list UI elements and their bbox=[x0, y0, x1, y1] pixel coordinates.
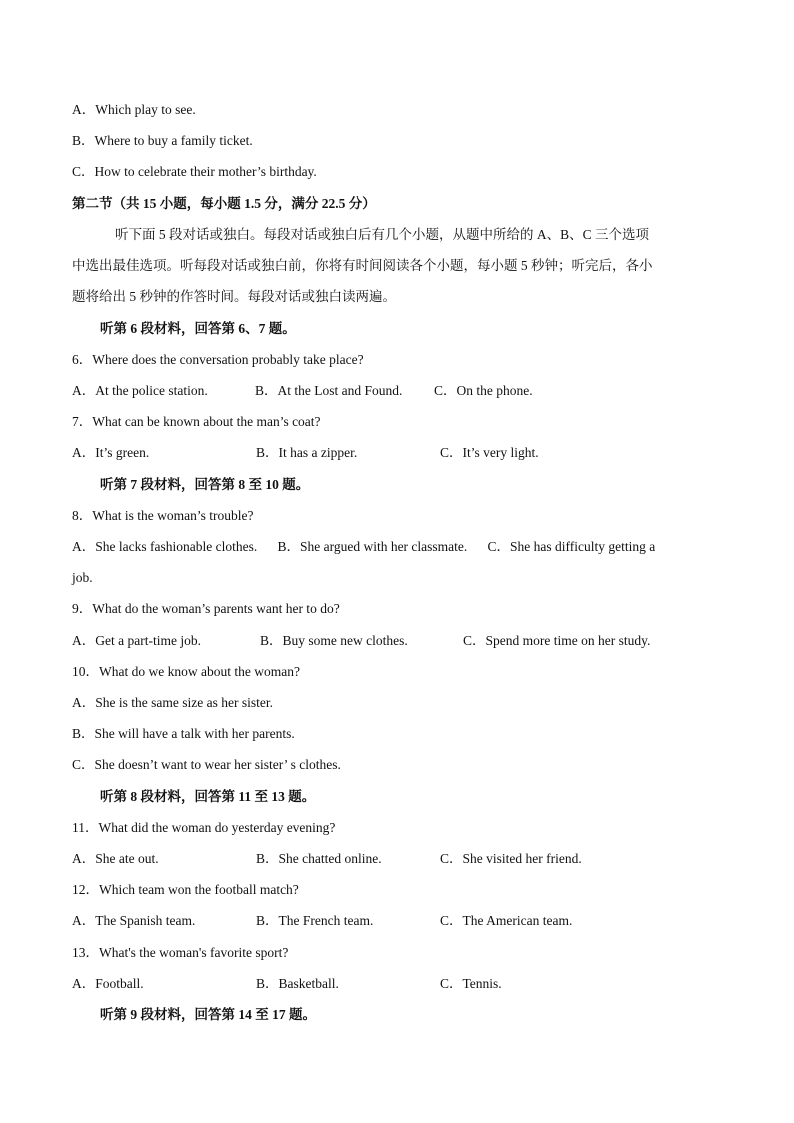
option-10-c: C．She doesn’t want to wear her sister’ s clothes. bbox=[72, 757, 341, 772]
group-heading-8-10: 听第 7 段材料，回答第 8 至 10 题。 bbox=[100, 477, 310, 492]
option-c: C．The American team. bbox=[440, 913, 573, 928]
option-c: C．Spend more time on her study. bbox=[463, 633, 651, 648]
group-heading-6-7: 听第 6 段材料，回答第 6、7 题。 bbox=[100, 321, 296, 336]
option-a: A．Football. bbox=[72, 976, 144, 991]
question-12: 12．Which team won the football match? bbox=[72, 882, 299, 897]
option-a: A．She ate out. bbox=[72, 851, 159, 866]
group-heading-11-13: 听第 8 段材料，回答第 11 至 13 题。 bbox=[100, 789, 316, 804]
option-b: B．The French team. bbox=[256, 913, 374, 928]
option-b: B．At the Lost and Found. bbox=[255, 383, 403, 398]
option-b: B．Basketball. bbox=[256, 976, 339, 991]
question-13: 13．What's the woman's favorite sport? bbox=[72, 945, 289, 960]
question-11: 11．What did the woman do yesterday evening? bbox=[72, 820, 336, 835]
prev-option-b: B．Where to buy a family ticket. bbox=[72, 133, 253, 148]
instructions-line-1: 听下面 5 段对话或独白。每段对话或独白后有几个小题，从题中所给的 A、B、C 三个选项 bbox=[115, 227, 650, 242]
question-8: 8．What is the woman’s trouble? bbox=[72, 508, 254, 523]
prev-option-a: A．Which play to see. bbox=[72, 102, 196, 117]
question-9: 9．What do the woman’s parents want her to do? bbox=[72, 601, 340, 616]
option-b: B．She chatted online. bbox=[256, 851, 382, 866]
options-8-line-2: job. bbox=[72, 570, 93, 585]
instructions-line-2: 中选出最佳选项。听每段对话或独白前，你将有时间阅读各个小题，每小题 5 秒钟；听完后，各小 bbox=[72, 258, 653, 273]
prev-option-c: C．How to celebrate their mother’s birthday. bbox=[72, 164, 317, 179]
option-c: C．She visited her friend. bbox=[440, 851, 582, 866]
option-a: A．Get a part-time job. bbox=[72, 633, 201, 648]
option-c: C．Tennis. bbox=[440, 976, 502, 991]
option-a: A．At the police station. bbox=[72, 383, 208, 398]
options-8-line-1: A．She lacks fashionable clothes. B．She argued with her classmate. C．She has difficulty getting a bbox=[72, 539, 656, 554]
section-title: 第二节（共 15 小题，每小题 1.5 分，满分 22.5 分） bbox=[72, 196, 376, 211]
option-a: A．It’s green. bbox=[72, 445, 150, 460]
question-7: 7．What can be known about the man’s coat? bbox=[72, 414, 321, 429]
option-a: A．The Spanish team. bbox=[72, 913, 196, 928]
option-10-b: B．She will have a talk with her parents. bbox=[72, 726, 295, 741]
question-10: 10．What do we know about the woman? bbox=[72, 664, 300, 679]
instructions-line-3: 题将给出 5 秒钟的作答时间。每段对话或独白读两遍。 bbox=[72, 289, 396, 304]
group-heading-14-17: 听第 9 段材料，回答第 14 至 17 题。 bbox=[100, 1007, 316, 1022]
option-b: B．It has a zipper. bbox=[256, 445, 358, 460]
option-c: C．On the phone. bbox=[434, 383, 533, 398]
option-10-a: A．She is the same size as her sister. bbox=[72, 695, 273, 710]
option-c: C．It’s very light. bbox=[440, 445, 539, 460]
option-b: B．Buy some new clothes. bbox=[260, 633, 408, 648]
question-6: 6．Where does the conversation probably take place? bbox=[72, 352, 364, 367]
